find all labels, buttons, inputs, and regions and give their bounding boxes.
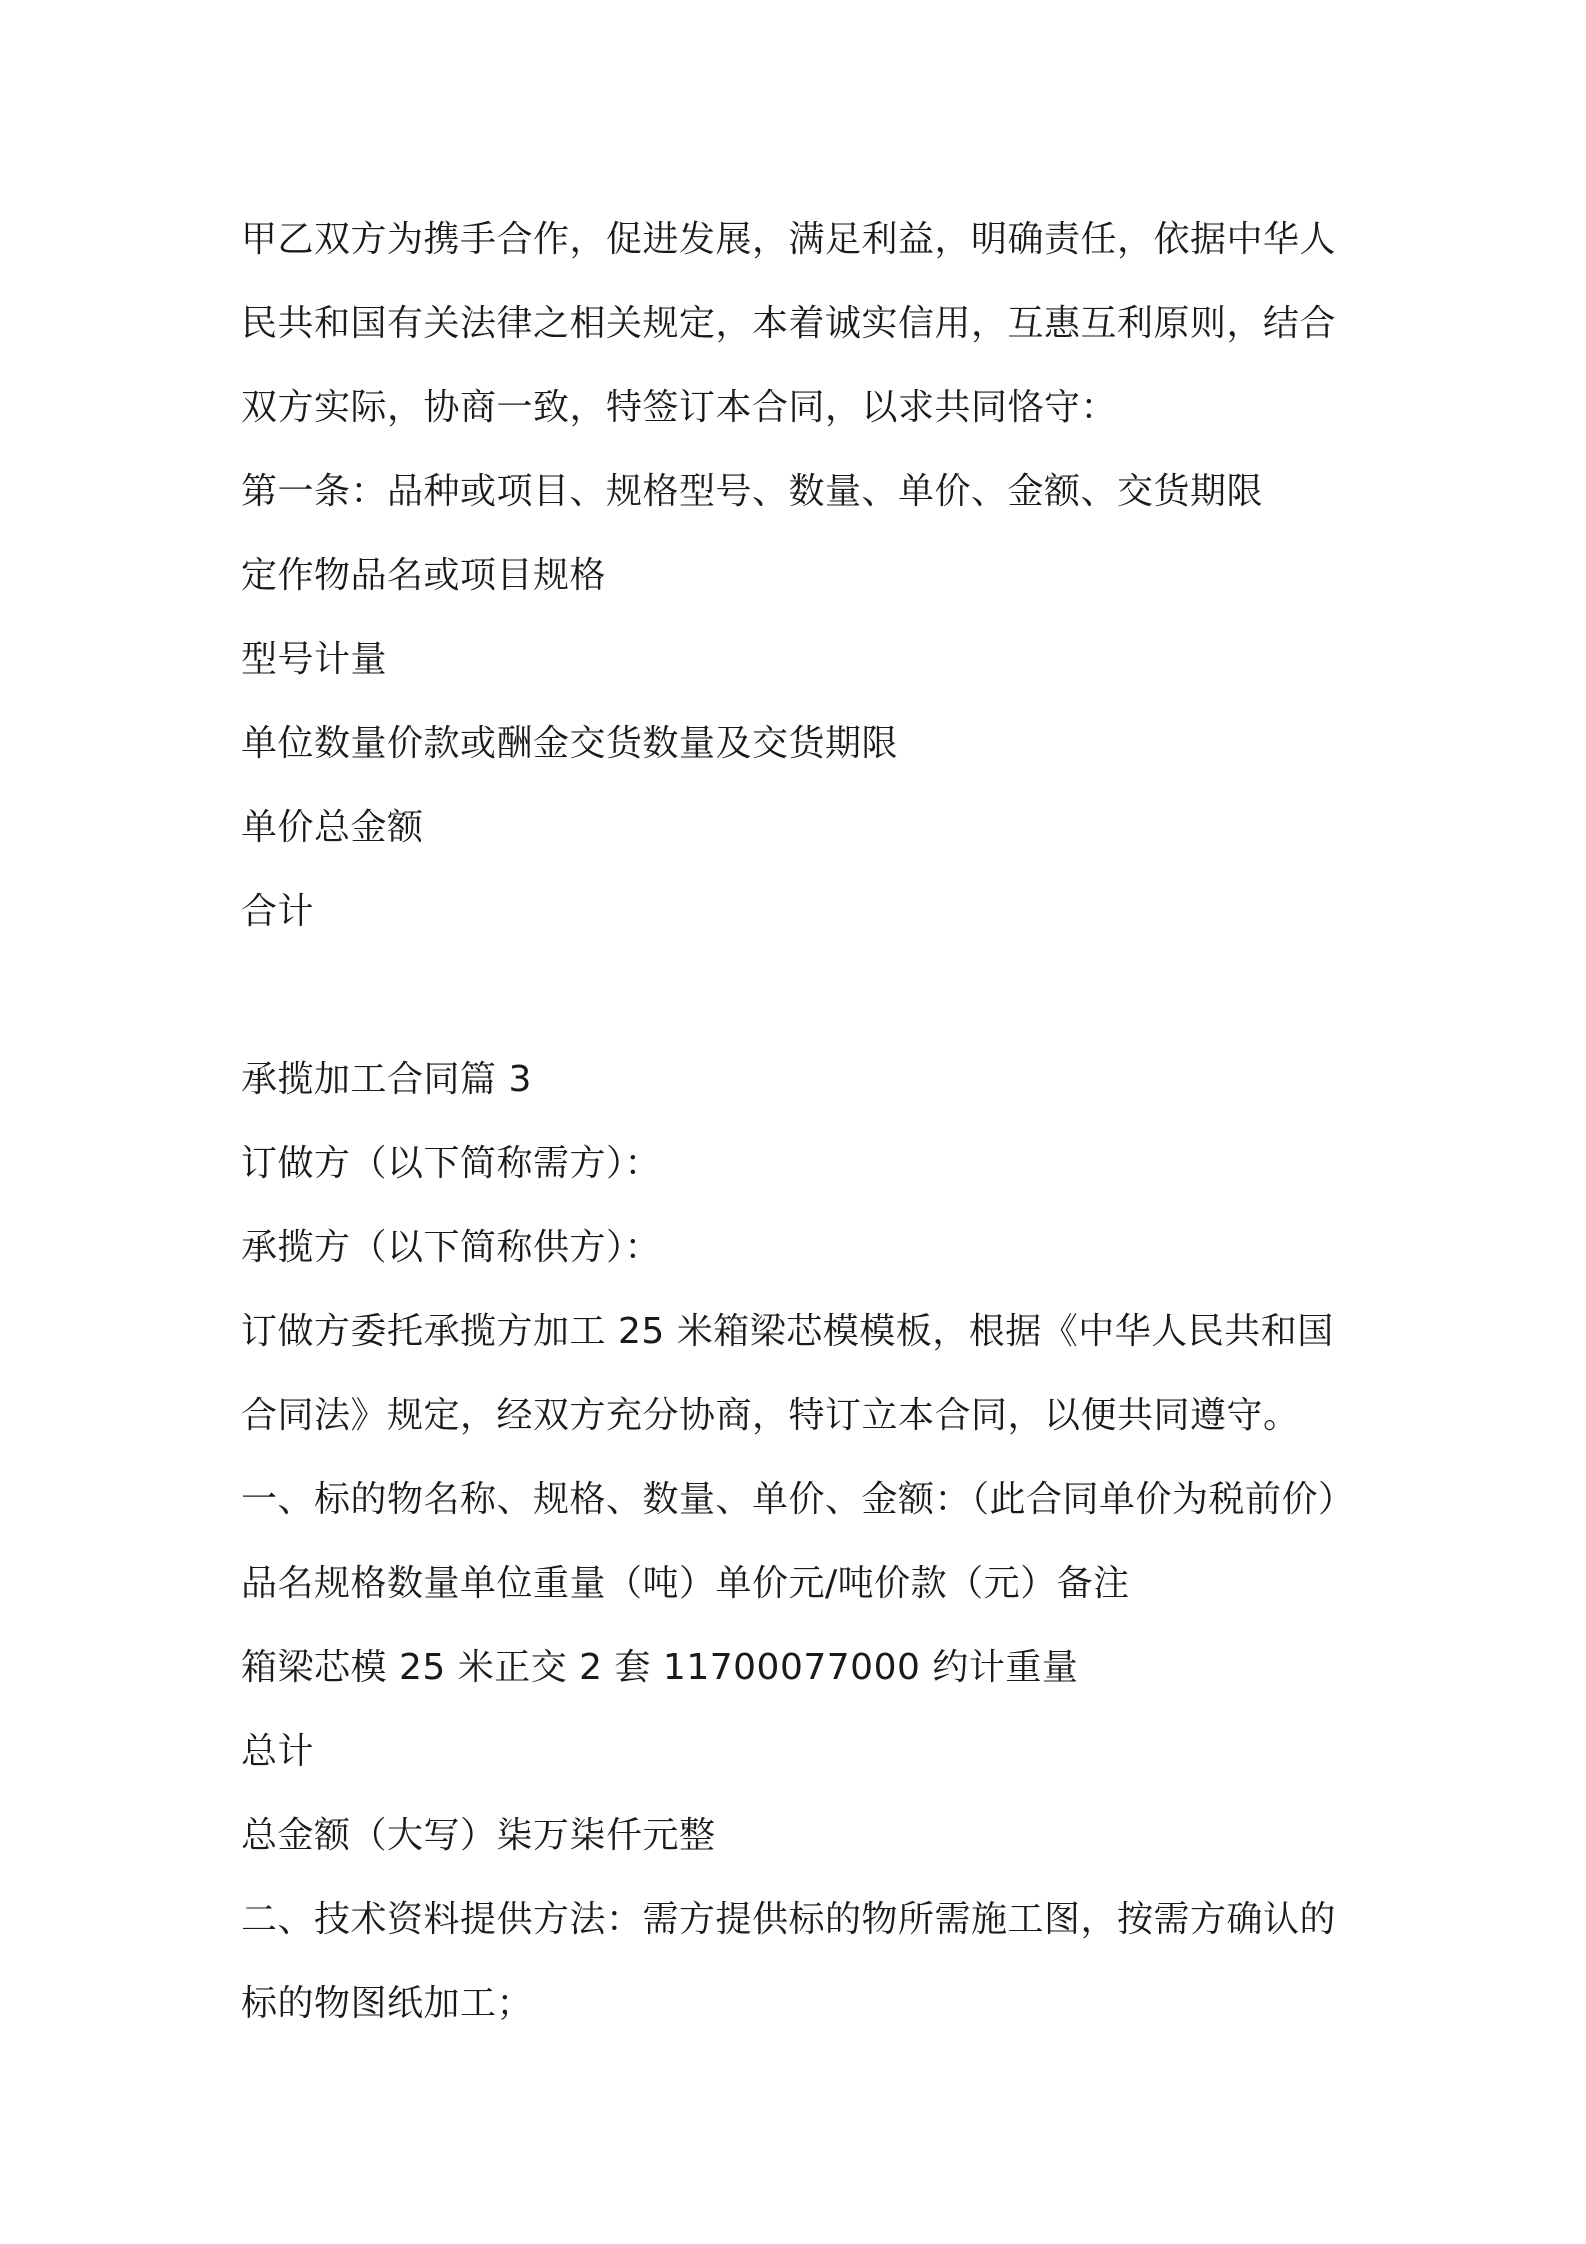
intro-line-3: 双方实际，协商一致，特签订本合同，以求共同恪守：	[241, 387, 1118, 428]
document-body	[241, 198, 1391, 2046]
article1-line-3: 单位数量价款或酬金交货数量及交货期限	[241, 723, 899, 764]
party-a-line: 订做方（以下简称需方）：	[241, 1143, 662, 1184]
article1-line-1: 定作物品名或项目规格	[241, 555, 607, 596]
contract-line-2: 合同法》规定，经双方充分协商，特订立本合同，以便共同遵守。	[241, 1395, 1300, 1436]
intro-line-2: 民共和国有关法律之相关规定，本着诚实信用，互惠互利原则，结合	[241, 303, 1337, 344]
party-b-line: 承揽方（以下简称供方）：	[241, 1227, 662, 1268]
article1-heading: 第一条：品种或项目、规格型号、数量、单价、金额、交货期限	[241, 471, 1264, 512]
clause2-line-2: 标的物图纸加工；	[241, 1983, 534, 2024]
article1-line-4: 单价总金额	[241, 807, 424, 848]
clause1-heading: 一、标的物名称、规格、数量、单价、金额：（此合同单价为税前价）	[241, 1479, 1355, 1520]
intro-line-1: 甲乙双方为携手合作，促进发展，满足利益，明确责任，依据中华人	[241, 219, 1337, 260]
blank-line	[241, 954, 1391, 1038]
contract-line-1: 订做方委托承揽方加工 25 米箱梁芯模模板，根据《中华人民共和国	[241, 1311, 1334, 1352]
clause1-line-1: 品名规格数量单位重量（吨）单价元/吨价款（元）备注	[241, 1563, 1130, 1604]
article1-line-2: 型号计量	[241, 639, 388, 680]
clause1-line-2: 箱梁芯模 25 米正交 2 套 11700077000 约计重量	[241, 1647, 1079, 1688]
clause2-line-1: 二、技术资料提供方法：需方提供标的物所需施工图，按需方确认的	[241, 1899, 1337, 1940]
clause1-line-3: 总计	[241, 1731, 315, 1772]
section-title: 承揽加工合同篇 3	[241, 1059, 532, 1100]
clause1-line-4: 总金额（大写）柒万柒仟元整	[241, 1815, 716, 1856]
article1-line-5: 合计	[241, 891, 315, 932]
